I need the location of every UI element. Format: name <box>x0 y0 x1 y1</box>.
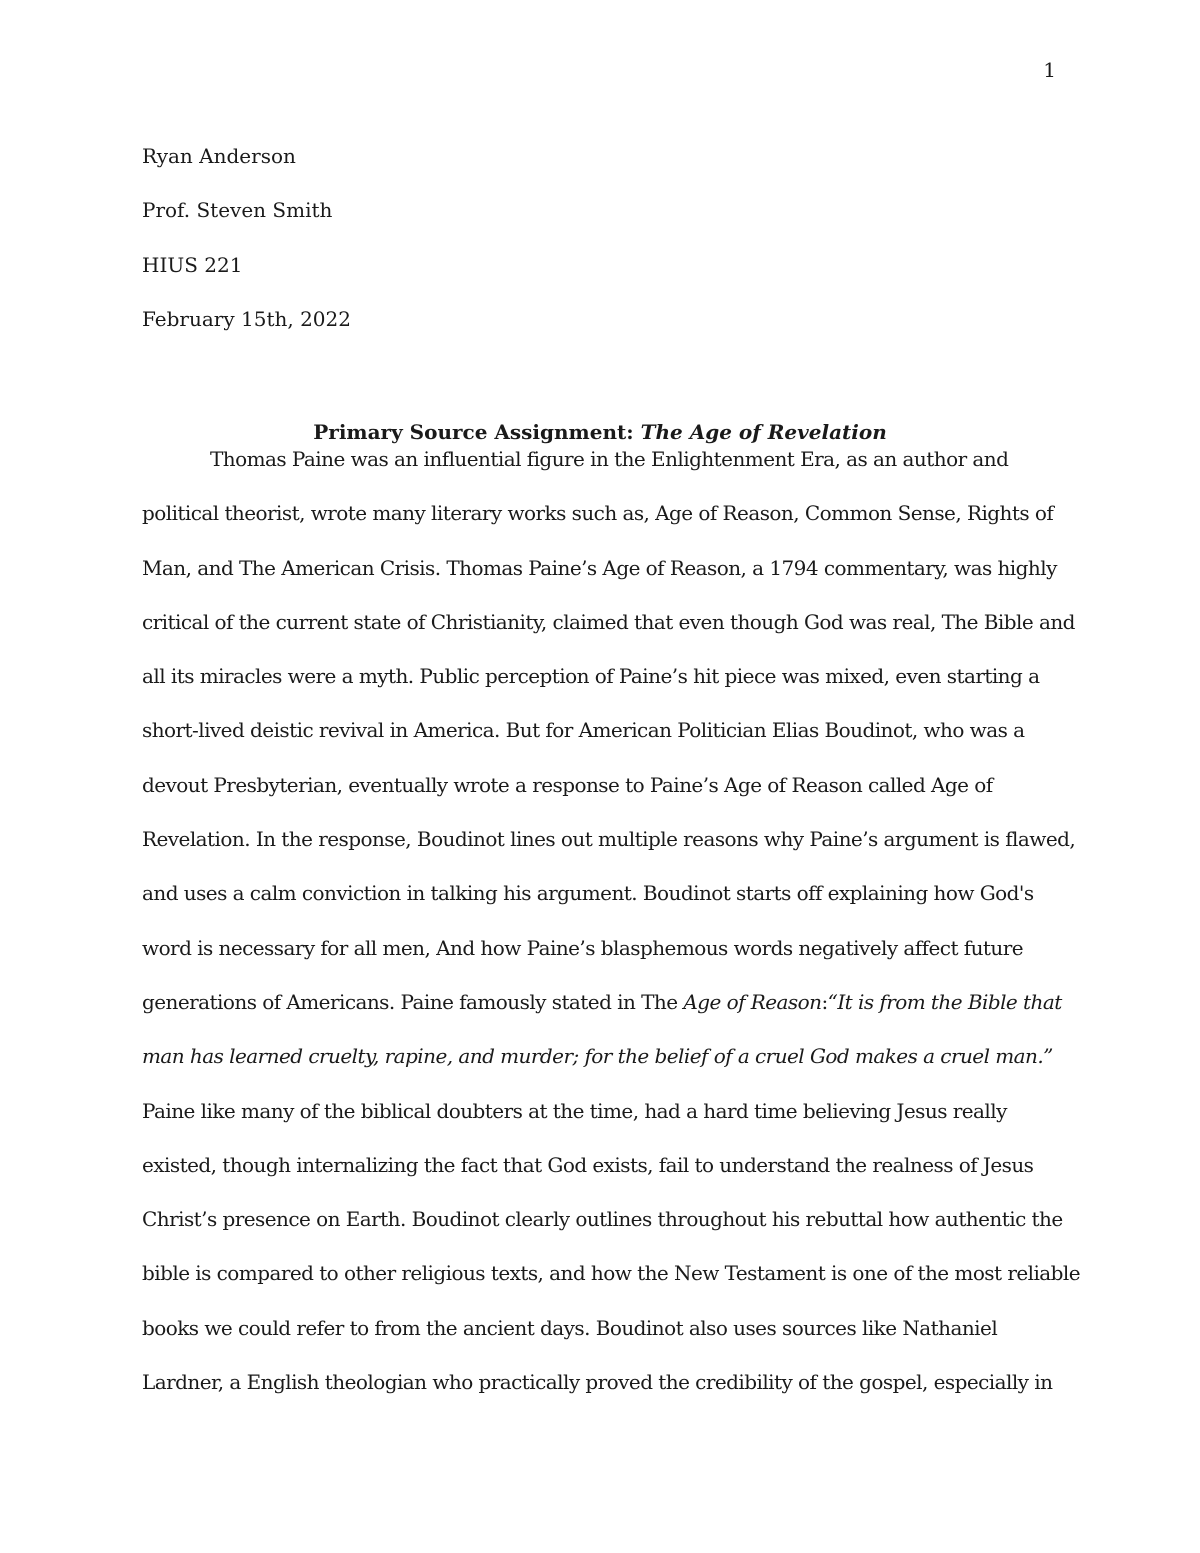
quote-end: man has learned cruelty, rapine, and murder; for the belief of a cruel God makes a cruel man.” <box>142 1044 1053 1069</box>
title-prefix: Primary Source Assignment: <box>313 420 641 444</box>
body-line-quote-1 <box>142 986 1062 1040</box>
body-line-quote-2 <box>142 1040 1058 1094</box>
body-line-3: Man, and The American Crisis. Thomas Paine’s Age of Reason, a 1794 commentary, was highly <box>142 555 1057 580</box>
body-line-13: Paine like many of the biblical doubters at the time, had a hard time believing Jesus really <box>142 1098 1007 1123</box>
header-block <box>142 140 1058 357</box>
author-name: Ryan Anderson <box>142 144 296 168</box>
body-line-16: bible is compared to other religious texts, and how the New Testament is one of the most reliable <box>142 1261 1081 1286</box>
body-line-14: existed, though internalizing the fact that God exists, fail to understand the realness of Jesus <box>142 1152 1034 1177</box>
quote-colon: : <box>821 989 828 1014</box>
body-line-17: books we could refer to from the ancient days. Boudinot also uses sources like Nathaniel <box>142 1315 998 1340</box>
body-line-7: devout Presbyterian, eventually wrote a response to Paine’s Age of Reason called Age of <box>142 772 993 797</box>
page-number: 1 <box>1043 58 1056 82</box>
body-text <box>142 443 1081 1420</box>
body-line-6: short-lived deistic revival in America. But for American Politician Elias Boudinot, who was a <box>142 718 1025 743</box>
quoted-book-title: Age of Reason <box>683 989 822 1014</box>
professor-name: Prof. Steven Smith <box>142 198 333 223</box>
body-line-1: Thomas Paine was an influential figure in the Enlightenment Era, as an author and <box>210 447 1009 471</box>
body-line-4: critical of the current state of Christianity, claimed that even though God was real, The Bible and <box>142 609 1075 634</box>
course-code: HIUS 221 <box>142 252 243 277</box>
body-line-10: word is necessary for all men, And how Paine’s blasphemous words negatively affect future <box>142 935 1024 960</box>
body-line-9: and uses a calm conviction in talking his argument. Boudinot starts off explaining how God's <box>142 881 1034 906</box>
title-italic: The Age of Revelation <box>640 420 887 444</box>
body-line-15: Christ’s presence on Earth. Boudinot clearly outlines throughout his rebuttal how authentic the <box>142 1207 1063 1232</box>
quote-start: “It is from the Bible that <box>827 989 1062 1014</box>
body-line-8: Revelation. In the response, Boudinot lines out multiple reasons why Paine’s argument is flawed, <box>142 827 1076 852</box>
body-line-5: all its miracles were a myth. Public perception of Paine’s hit piece was mixed, even starting a <box>142 664 1040 689</box>
quote-line-prefix: generations of Americans. Paine famously stated in The <box>142 989 684 1014</box>
body-line-2: political theorist, wrote many literary works such as, Age of Reason, Common Sense, Rights of <box>142 501 1054 526</box>
body-line-18: Lardner, a English theologian who practically proved the credibility of the gospel, especially in <box>142 1370 1053 1395</box>
submission-date: February 15th, 2022 <box>142 306 351 331</box>
